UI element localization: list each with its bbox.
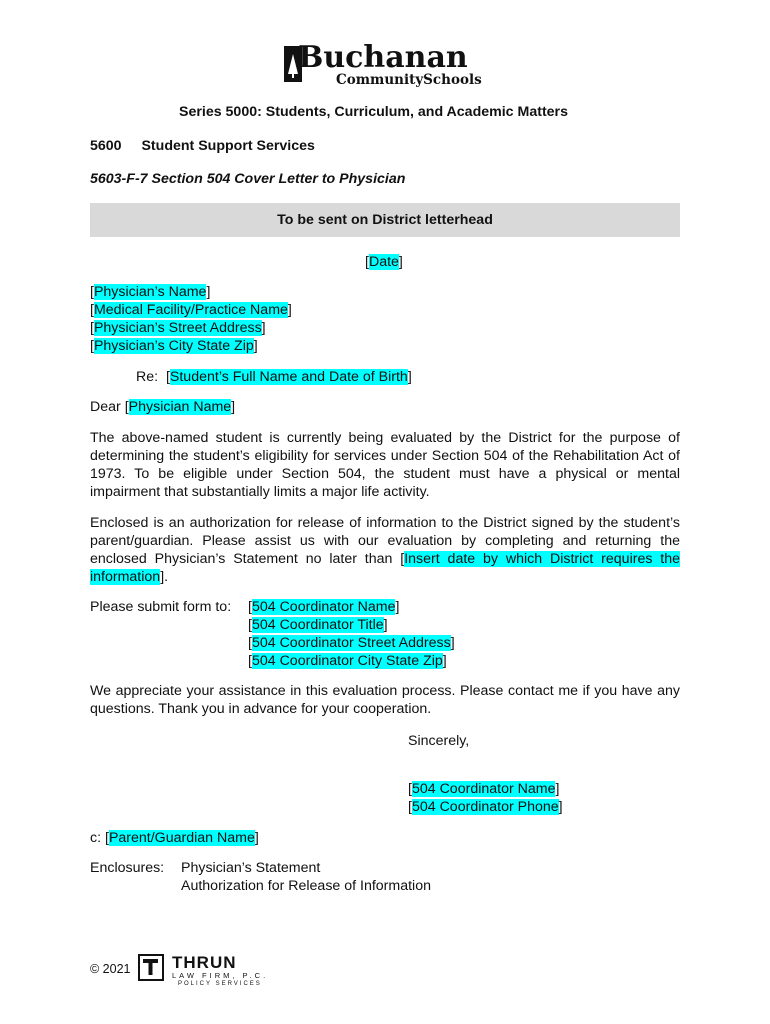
closing: Sincerely,: [408, 733, 470, 749]
coordinator-street-field[interactable]: 504 Coordinator Street Address: [251, 635, 451, 651]
enclosure-item: Physician’s Statement: [181, 860, 321, 876]
submit-label: Please submit form to:: [90, 599, 232, 615]
section-number: 5600: [90, 138, 122, 154]
form-title: 5603-F-7 Section 504 Cover Letter to Physician: [90, 171, 406, 187]
section-title: Student Support Services: [141, 138, 315, 154]
salutation-prefix: Dear: [90, 399, 125, 415]
logo-subtitle: CommunitySchools: [336, 72, 482, 88]
street-address-field[interactable]: Physician’s Street Address: [93, 320, 262, 336]
enclosure-item: Authorization for Release of Information: [181, 878, 431, 894]
cc-line: c: [Parent/Guardian Name]: [90, 830, 259, 846]
paragraph-authorization-text: Enclosed is an authorization for release of information to the District signed by the student’s parent/guardian. Please assist us with our evaluation by completing and returning the enclosed Physician’s Statement no later than: [90, 515, 680, 567]
address-block: [Physician’s Name] [Medical Facility/Practice Name] [Physician’s Street Address] [Physician’s City State Zip]: [90, 284, 292, 354]
logo-name: Buchanan: [298, 40, 468, 75]
parent-guardian-field[interactable]: Parent/Guardian Name: [108, 830, 255, 846]
firm-name: THRUN: [172, 953, 237, 972]
letterhead-banner: To be sent on District letterhead: [90, 203, 680, 237]
firm-subtitle: LAW FIRM, P.C.: [172, 971, 269, 980]
thrun-logo-icon: [138, 954, 164, 981]
salutation: Dear [Physician Name]: [90, 399, 236, 415]
signature-phone-field[interactable]: 504 Coordinator Phone: [411, 799, 559, 815]
cc-label: c:: [90, 830, 105, 846]
facility-name-field[interactable]: Medical Facility/Practice Name: [93, 302, 288, 318]
paragraph-authorization: Enclosed is an authorization for release of information to the District signed by the student’s parent/guardian. Please assist us with our evaluation by completing and returning the enclosed Physician’s Statement no later than [Insert date by which District requires the information].: [90, 515, 680, 585]
coordinator-name-field[interactable]: 504 Coordinator Name: [251, 599, 396, 615]
section-heading: [90, 137, 315, 155]
paragraph-appreciation: We appreciate your assistance in this evaluation process. Please contact me if you have any questions. Thank you in advance for your cooperation.: [90, 683, 680, 717]
physician-name-field[interactable]: Physician’s Name: [93, 284, 207, 300]
signature-block: [504 Coordinator Name] [504 Coordinator Phone]: [408, 781, 563, 815]
enclosures-list: [181, 859, 431, 895]
coordinator-city-field[interactable]: 504 Coordinator City State Zip: [251, 653, 443, 669]
signature-name-field[interactable]: 504 Coordinator Name: [411, 781, 556, 797]
series-heading: Series 5000: Students, Curriculum, and Academic Matters: [179, 104, 568, 120]
deadline-date-field[interactable]: Insert date by which District requires the information: [90, 551, 680, 585]
student-name-field[interactable]: Student’s Full Name and Date of Birth: [169, 369, 408, 385]
paragraph-authorization-end: .: [164, 569, 169, 585]
firm-services: POLICY SERVICES: [178, 981, 262, 987]
date-line: [Date]: [365, 254, 403, 270]
city-state-zip-field[interactable]: Physician’s City State Zip: [93, 338, 254, 354]
copyright: © 2021: [90, 962, 131, 976]
re-label: Re:: [136, 369, 159, 385]
re-line: Re: [Student’s Full Name and Date of Birth]: [136, 369, 412, 385]
coordinator-title-field[interactable]: 504 Coordinator Title: [251, 617, 384, 633]
submit-address-block: [504 Coordinator Name] [504 Coordinator Title] [504 Coordinator Street Address] [504 Coordinator City State Zip]: [248, 599, 455, 669]
salutation-physician-field[interactable]: Physician Name: [128, 399, 232, 415]
paragraph-evaluation: The above-named student is currently being evaluated by the District for the purpose of determining the student’s eligibility for services under Section 504 of the Rehabilitation Act of 1973. To be eligible under Section 504, the student must have a physical or mental impairment that substantially limits a major life activity.: [90, 430, 680, 500]
enclosures-label: Enclosures:: [90, 860, 165, 876]
date-field[interactable]: Date: [368, 254, 399, 270]
